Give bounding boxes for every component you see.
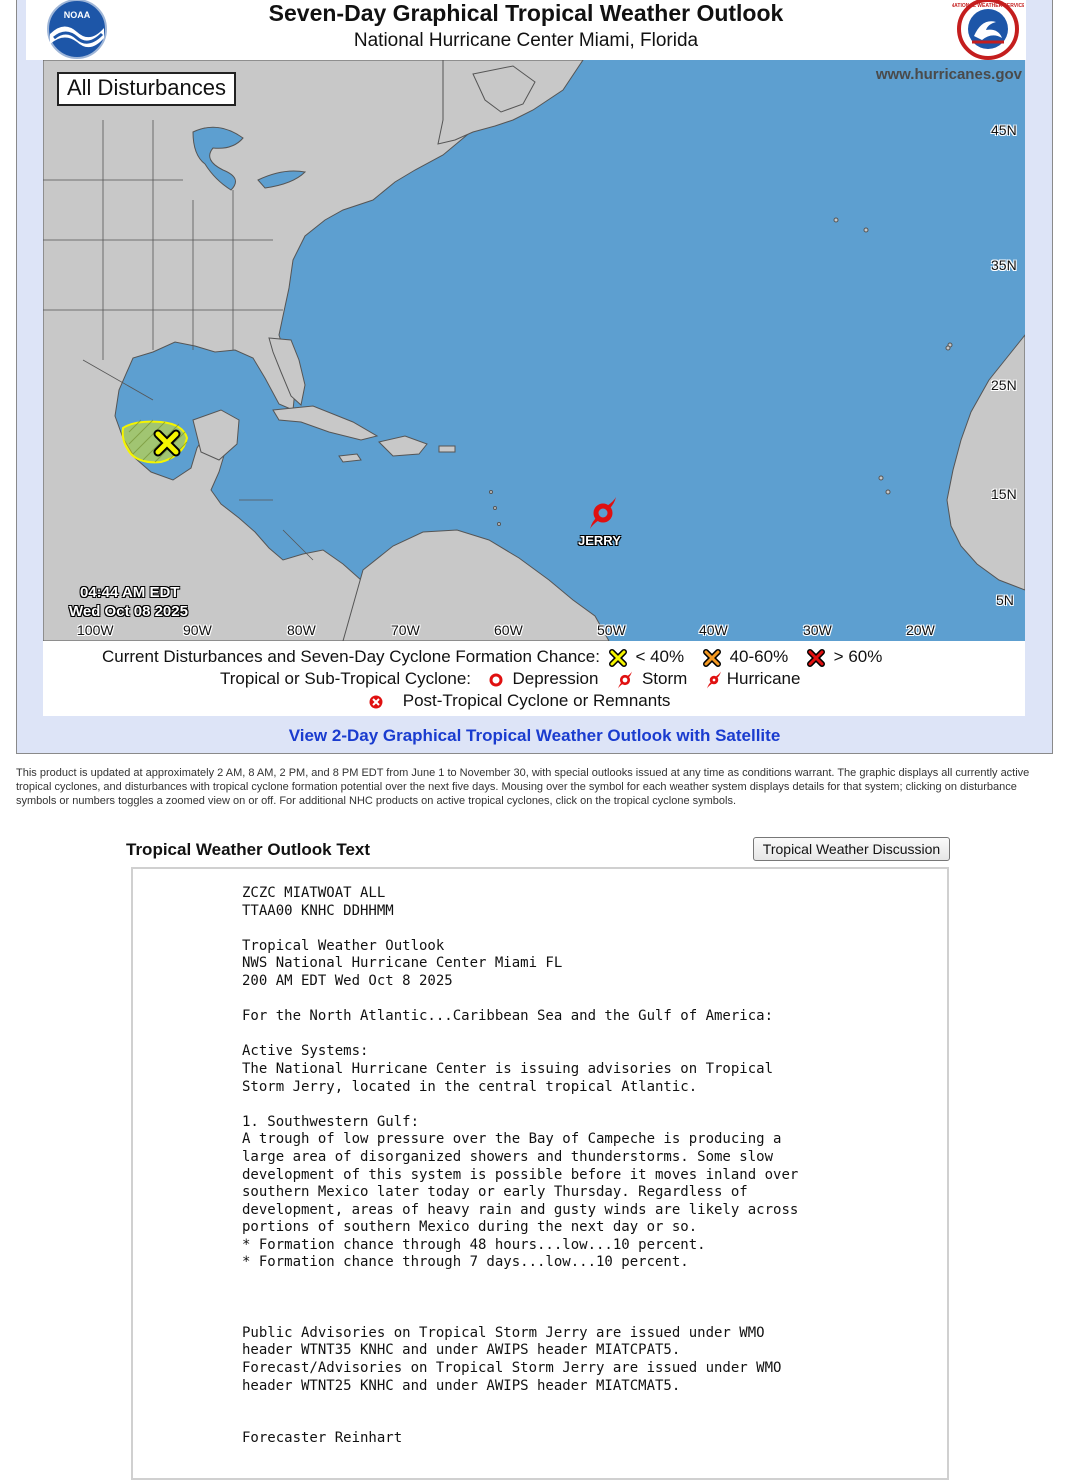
legend-hurricane-label: Hurricane [726,669,801,688]
longitude-label: 40W [699,622,728,638]
legend-medium-label: 40-60% [729,647,789,666]
longitude-label: 80W [287,622,316,638]
longitude-label: 100W [77,622,114,638]
latitude-label: 15N [991,486,1017,502]
legend-cyclones-label: Tropical or Sub-Tropical Cyclone: [220,669,471,688]
red-x-icon [807,649,825,667]
hispaniola-land [379,436,427,456]
latitude-label: 5N [996,592,1014,608]
orange-x-icon [703,649,721,667]
latitude-label: 25N [991,377,1017,393]
timestamp-time: 04:44 AM EDT [80,584,180,601]
legend-post-tropical-label: Post-Tropical Cyclone or Remnants [402,691,671,710]
legend-row-post-tropical [364,691,670,711]
storm-icon [617,671,633,689]
puerto-rico-land [439,446,455,452]
yellow-x-icon[interactable] [152,428,182,458]
product-update-note: This product is updated at approximately 2 AM, 8 AM, 2 PM, and 8 PM EDT from June 1 to November 30, with special outlooks issued at any time as conditions warrant. The graphic displays all currently active tropical cyclones, and disturbances with tropical cyclone formation potential over the next five days. Mousing over the symbol for each weather system displays details for that system; clicking on disturbance symbols or numbers toggles a zoomed view on or off. For additional NHC products on active tropical cyclones, click on the tropical cyclone symbols. [16,767,1030,807]
legend-row-disturbances [102,647,882,667]
tropical-storm-icon[interactable] [588,497,618,529]
south-america-land [343,530,609,641]
longitude-label: 70W [391,622,420,638]
jamaica-land [339,454,361,462]
storm-name-label[interactable]: JERRY [578,533,621,548]
website-label: www.hurricanes.gov [875,66,1022,83]
atlantic-map[interactable] [43,60,1025,641]
longitude-label: 90W [183,622,212,638]
legend-row-cyclones [220,669,800,689]
legend-depression-label: Depression [512,669,599,688]
depression-icon [488,672,504,688]
all-disturbances-label[interactable]: All Disturbances [57,72,236,106]
post-tropical-icon [368,694,384,710]
hurricane-icon [706,671,722,689]
latitude-label: 35N [991,257,1017,273]
nws-logo [952,0,1024,60]
outlook-text-body: ZCZC MIATWOAT ALL TTAA00 KNHC DDHHMM Tropical Weather Outlook NWS National Hurricane Center Miami FL 200 AM EDT Wed Oct 8 2025 For the North Atlantic...Caribbean Sea and the Gulf of America: Active Systems: The National Hurricane Center is issuing advisories on Tropical Storm Jerry, located in the central tropical Atlantic. 1. Southwestern Gulf: A trough of low pressure over the Bay of Campeche is producing a large area of disorganized showers and thunderstorms. Some slow development of this system is possible before it moves inland over southern Mexico later today or early Thursday. Regardless of development, areas of heavy rain and gusty winds are likely across portions of southern Mexico during the next day or so. * Formation chance through 48 hours...low...10 percent. * Formation chance through 7 days...low...10 percent. Public Advisories on Tropical Storm Jerry are issued under WMO header WTNT35 KNHC and under AWIPS header MIATCPAT5. Forecast/Advisories on Tropical Storm Jerry are issued under WMO header WTNT25 KNHC and under AWIPS header MIATCMAT5. Forecaster Reinhart [242,885,799,1447]
map-legend [43,641,1025,716]
page-subtitle: National Hurricane Center Miami, Florida [353,30,699,51]
map-graphic [43,60,1025,641]
page-title: Seven-Day Graphical Tropical Weather Outlook [268,0,784,26]
longitude-label: 50W [597,622,626,638]
outlook-text-heading: Tropical Weather Outlook Text [126,840,371,859]
graphic-header [26,0,1026,60]
longitude-label: 30W [803,622,832,638]
outlook-text-box[interactable] [131,867,949,1480]
latitude-label: 45N [991,122,1017,138]
legend-low-label: < 40% [635,647,685,666]
svg-text:NOAA: NOAA [63,10,91,20]
longitude-label: 20W [906,622,935,638]
legend-disturbances-label: Current Disturbances and Seven-Day Cyclone Formation Chance: [102,647,600,666]
africa-land [947,335,1025,590]
cuba-land [273,406,377,440]
svg-text:NATIONAL WEATHER SERVICE: NATIONAL WEATHER SERVICE [952,3,1024,9]
satellite-outlook-link[interactable]: View 2-Day Graphical Tropical Weather Outlook with Satellite [288,726,781,745]
longitude-label: 60W [494,622,523,638]
legend-high-label: > 60% [833,647,883,666]
yellow-x-icon [609,649,627,667]
timestamp-date: Wed Oct 08 2025 [69,603,188,620]
legend-storm-label: Storm [641,669,688,688]
tropical-weather-discussion-button[interactable]: Tropical Weather Discussion [753,837,950,861]
